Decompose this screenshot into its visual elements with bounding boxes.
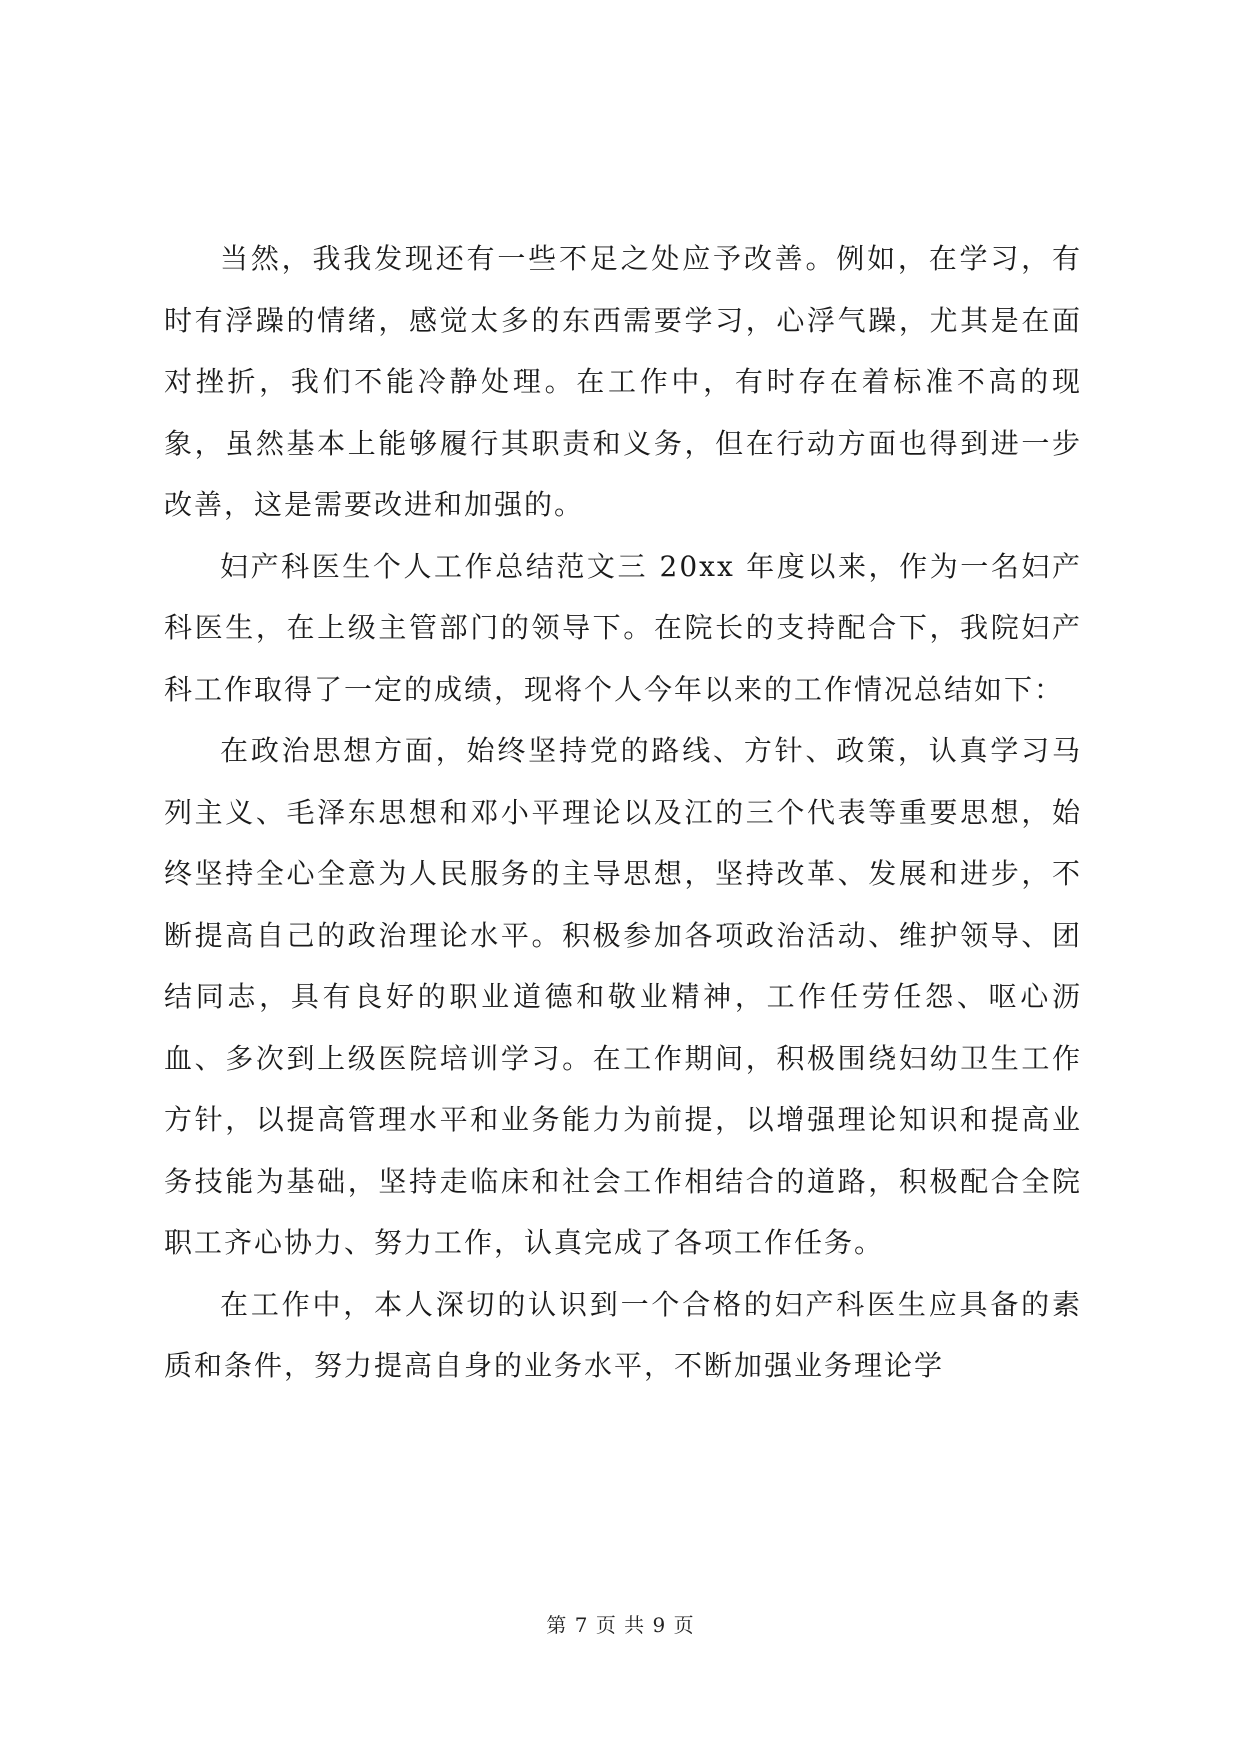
paragraph: 在政治思想方面，始终坚持党的路线、方针、政策，认真学习马列主义、毛泽东思想和邓小平理论以及江的三个代表等重要思想，始终坚持全心全意为人民服务的主导思想，坚持改革、发展和进步，不断提高自己的政治理论水平。积极参加各项政治活动、维护领导、团结同志，具有良好的职业道德和敬业精神，工作任劳任怨、呕心沥血、多次到上级医院培训学习。在工作期间，积极围绕妇幼卫生工作方针，以提高管理水平和业务能力为前提，以增强理论知识和提高业务技能为基础，坚持走临床和社会工作相结合的道路，积极配合全院职工齐心协力、努力工作，认真完成了各项工作任务。 (164, 734, 1082, 1259)
page-number-footer: 第 7 页 共 9 页 (546, 1613, 695, 1637)
document-body (164, 228, 1082, 1397)
paragraph: 在工作中，本人深切的认识到一个合格的妇产科医生应具备的素质和条件，努力提高自身的业务水平，不断加强业务理论学 (164, 1287, 1082, 1382)
paragraph: 妇产科医生个人工作总结范文三 20xx 年度以来，作为一名妇产科医生，在上级主管部门的领导下。在院长的支持配合下，我院妇产科工作取得了一定的成绩，现将个人今年以来的工作情况总结如下： (164, 549, 1082, 706)
paragraph: 当然，我我发现还有一些不足之处应予改善。例如，在学习，有时有浮躁的情绪，感觉太多的东西需要学习，心浮气躁，尤其是在面对挫折，我们不能冷静处理。在工作中，有时存在着标准不高的现象，虽然基本上能够履行其职责和义务，但在行动方面也得到进一步改善，这是需要改进和加强的。 (164, 242, 1082, 521)
